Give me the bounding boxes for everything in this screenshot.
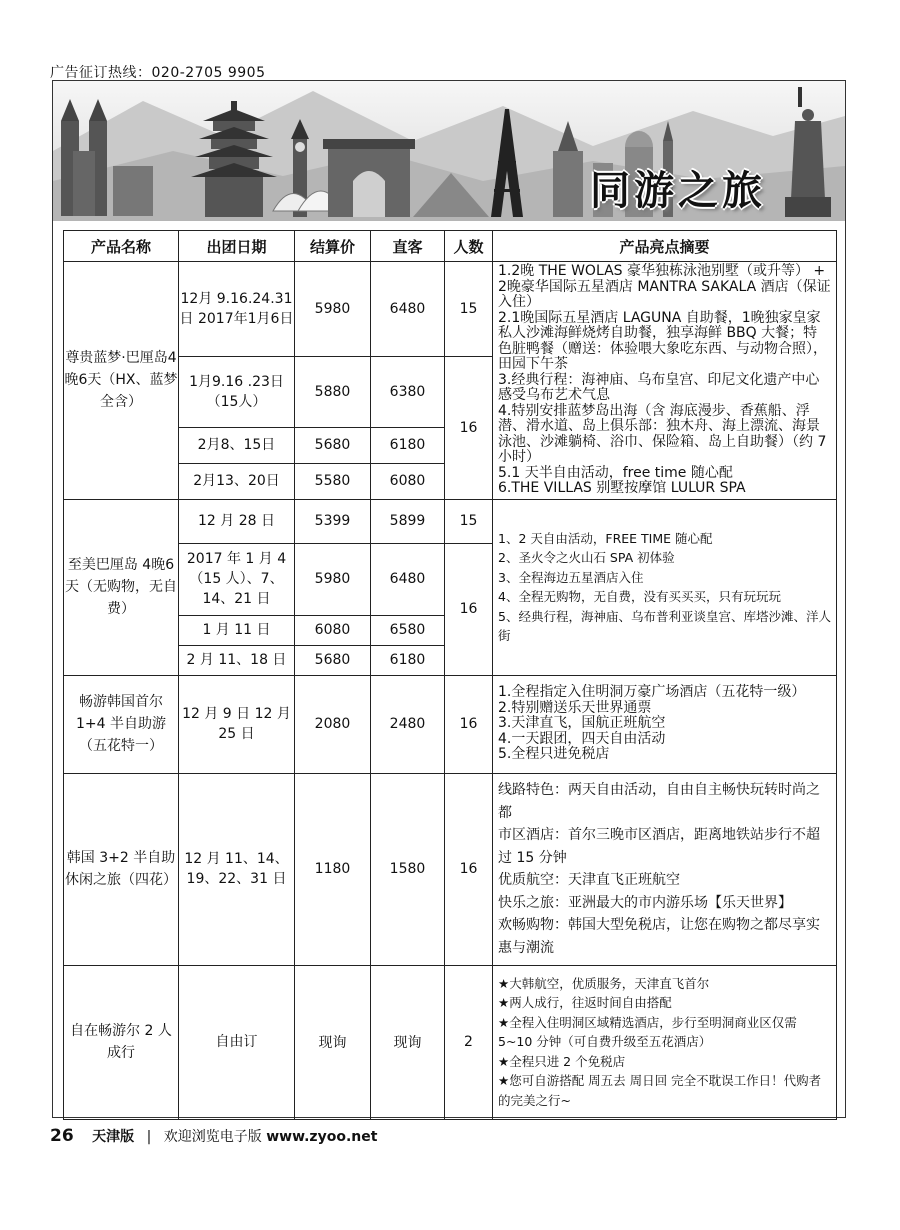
- table-header-row: [64, 231, 837, 262]
- direct-price: 6580: [371, 615, 445, 645]
- direct-price: 2480: [371, 675, 445, 773]
- highlight-line: 市区酒店：首尔三晚市区酒店，距离地铁站步行不超过 15 分钟: [498, 827, 820, 866]
- direct-price: 5899: [371, 499, 445, 543]
- highlight-line: ★全程入住明洞区域精选酒店，步行至明洞商业区仅需5~10 分钟（可自费升级至五花酒店）: [498, 1014, 797, 1050]
- table-row: [64, 675, 837, 773]
- group-size: 16: [445, 357, 493, 500]
- highlight-line: 5、经典行程，海神庙、乌布普利亚谈皇宫、库塔沙滩、洋人街: [498, 608, 831, 643]
- direct-price: 6180: [371, 645, 445, 675]
- product-name: 自在畅游尔 2 人成行: [64, 965, 179, 1119]
- table-row: [64, 965, 837, 1119]
- banner: [53, 81, 845, 221]
- settlement-price: 6080: [295, 615, 371, 645]
- highlight-line: 3、全程海边五星酒店入住: [498, 569, 644, 585]
- edition-label: 天津版: [92, 1129, 135, 1145]
- footer-text: 欢迎浏览电子版: [163, 1129, 262, 1145]
- settlement-price: 5680: [295, 427, 371, 463]
- highlight-line: 1.全程指定入住明洞万豪广场酒店（五花特一级）: [498, 684, 806, 701]
- group-size: 16: [445, 675, 493, 773]
- product-name: 韩国 3+2 半自助休闲之旅（四花）: [64, 773, 179, 965]
- highlight-line: 2.1晚国际五星酒店 LAGUNA 自助餐，1晚独家皇家私人沙滩海鲜烧烤自助餐，独享海鲜 BBQ 大餐；特色脏鸭餐（赠送：体验喂大象吃东西、与动物合照），田园下午茶: [498, 309, 827, 372]
- departure-date: 自由订: [179, 965, 295, 1119]
- highlight-line: ★两人成行，往返时间自由搭配: [498, 995, 672, 1011]
- header-settlement-price: 结算价: [295, 231, 371, 262]
- highlight-line: 5.1 天半自由活动，free time 随心配: [498, 464, 733, 481]
- highlight-line: 4、全程无购物，无自费，没有买买买，只有玩玩玩: [498, 589, 781, 604]
- direct-price: 6480: [371, 262, 445, 357]
- page-footer: [50, 1126, 377, 1146]
- highlights-cell: [493, 675, 837, 773]
- settlement-price: 2080: [295, 675, 371, 773]
- website-link[interactable]: www.zyoo.net: [266, 1129, 378, 1145]
- highlight-line: 3.经典行程：海神庙、乌布皇宫、印尼文化遗产中心感受乌布艺术气息: [498, 371, 820, 403]
- highlight-line: 5.全程只进免税店: [498, 746, 610, 763]
- highlight-line: 2.特别赠送乐天世界通票: [498, 699, 652, 716]
- highlight-line: 1、2 天自由活动，FREE TIME 随心配: [498, 530, 713, 546]
- table-row: [64, 499, 837, 543]
- settlement-price: 5680: [295, 645, 371, 675]
- group-size: 2: [445, 965, 493, 1119]
- departure-date: 2017 年 1 月 4（15 人）、7、14、21 日: [179, 543, 295, 615]
- highlight-line: 欢畅购物：韩国大型免税店，让您在购物之都尽享实惠与潮流: [498, 917, 820, 956]
- header-direct-price: 直客: [371, 231, 445, 262]
- direct-price: 6080: [371, 463, 445, 499]
- product-name: 畅游韩国首尔 1+4 半自助游（五花特一）: [64, 675, 179, 773]
- highlight-line: 1.2晚 THE WOLAS 豪华独栋泳池别墅（或升等） + 2晚豪华国际五星酒店 MANTRA SAKALA 酒店（保证入住）: [498, 263, 831, 310]
- departure-date: 1月9.16 .23日（15人）: [179, 357, 295, 428]
- header-departure-date: 出团日期: [179, 231, 295, 262]
- settlement-price: 5880: [295, 357, 371, 428]
- highlight-line: 4.一天跟团，四天自由活动: [498, 730, 666, 747]
- highlight-line: 优质航空：天津直飞正班航空: [498, 872, 680, 888]
- settlement-price: 5980: [295, 262, 371, 357]
- highlights-cell: [493, 262, 837, 500]
- group-size: 15: [445, 499, 493, 543]
- footer-separator: |: [146, 1129, 152, 1145]
- table-row: [64, 773, 837, 965]
- banner-title: 同游之旅: [590, 168, 766, 214]
- settlement-price: 1180: [295, 773, 371, 965]
- settlement-price: 5399: [295, 499, 371, 543]
- highlight-line: 3.天津直飞，国航正班航空: [498, 715, 666, 732]
- departure-date: 12 月 28 日: [179, 499, 295, 543]
- highlight-line: ★全程只进 2 个免税店: [498, 1053, 626, 1069]
- tour-table: [63, 230, 837, 1120]
- departure-date: 1 月 11 日: [179, 615, 295, 645]
- direct-price: 6480: [371, 543, 445, 615]
- highlights-cell: [493, 773, 837, 965]
- highlight-line: ★您可自游搭配 周五去 周日回 完全不耽误工作日！代购者的完美之行~: [498, 1073, 822, 1108]
- departure-date: 2月8、15日: [179, 427, 295, 463]
- page-number: 26: [50, 1126, 74, 1146]
- ad-hotline: 广告征订热线：020-2705 9905: [50, 65, 266, 81]
- highlight-line: 2、圣火令之火山石 SPA 初体验: [498, 550, 675, 565]
- group-size: 15: [445, 262, 493, 357]
- direct-price: 6180: [371, 427, 445, 463]
- departure-date: 12 月 11、14、19、22、31 日: [179, 773, 295, 965]
- product-name: 至美巴厘岛 4晚6天（无购物，无自费）: [64, 499, 179, 675]
- table-row: [64, 262, 837, 357]
- highlight-line: 线路特色：两天自由活动，自由自主畅快玩转时尚之都: [498, 782, 820, 821]
- product-name: 尊贵蓝梦·巴厘岛4晚6天（HX、蓝梦全含）: [64, 262, 179, 500]
- settlement-price: 5580: [295, 463, 371, 499]
- departure-date: 2月13、20日: [179, 463, 295, 499]
- departure-date: 12 月 9 日 12 月 25 日: [179, 675, 295, 773]
- settlement-price: 5980: [295, 543, 371, 615]
- direct-price: 1580: [371, 773, 445, 965]
- highlight-line: ★大韩航空，优质服务，天津直飞首尔: [498, 975, 710, 991]
- departure-date: 12月 9.16.24.31日 2017年1月6日: [179, 262, 295, 357]
- direct-price: 6380: [371, 357, 445, 428]
- highlights-cell: [493, 499, 837, 675]
- group-size: 16: [445, 543, 493, 675]
- highlight-line: 6.THE VILLAS 别墅按摩馆 LULUR SPA: [498, 480, 746, 496]
- group-size: 16: [445, 773, 493, 965]
- highlight-line: 4.特别安排蓝梦岛出海（含 海底漫步、香蕉船、浮潜、滑水道、岛上俱乐部：独木舟、海上漂流、海景泳池、沙滩躺椅、浴巾、保险箱、岛上自助餐）（约 7 小时）: [498, 402, 827, 465]
- header-group-size: 人数: [445, 231, 493, 262]
- settlement-price: 现询: [295, 965, 371, 1119]
- highlights-cell: [493, 965, 837, 1119]
- departure-date: 2 月 11、18 日: [179, 645, 295, 675]
- header-product-name: 产品名称: [64, 231, 179, 262]
- header-highlights: 产品亮点摘要: [493, 231, 837, 262]
- highlight-line: 快乐之旅：亚洲最大的市内游乐场【乐天世界】: [498, 894, 792, 911]
- direct-price: 现询: [371, 965, 445, 1119]
